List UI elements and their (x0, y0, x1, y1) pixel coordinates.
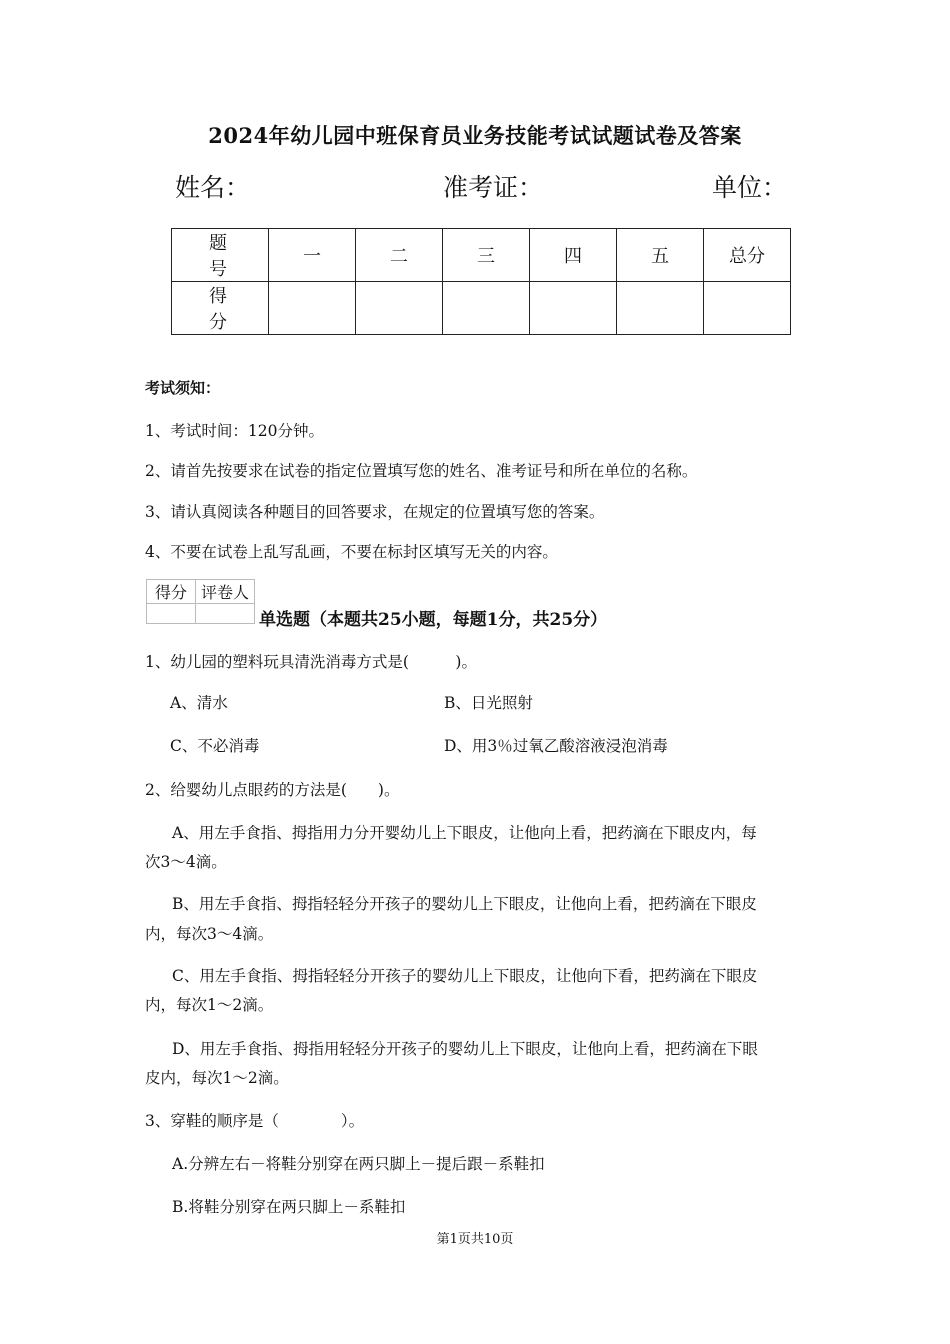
q2-option-c-line2[interactable]: 内，每次1～2滴。 (145, 996, 274, 1014)
notice-heading: 考试须知： (145, 379, 221, 397)
score-table-header-4: 四 (530, 229, 617, 282)
page-title: 2024年幼儿园中班保育员业务技能考试试题试卷及答案 (208, 123, 742, 148)
q1-stem: 1、幼儿园的塑料玩具清洗消毒方式是( )。 (145, 653, 477, 671)
score-table-header-row (172, 229, 791, 282)
score-table-header-label: 题 号 (172, 229, 269, 282)
score-table-header-3: 三 (443, 229, 530, 282)
score-table-score-row (172, 282, 791, 335)
exam-id-label: 准考证： (443, 173, 544, 202)
grader-reviewer-label: 评卷人 (196, 580, 255, 604)
score-cell[interactable] (617, 282, 704, 335)
q2-option-b-line2[interactable]: 内，每次3～4滴。 (145, 925, 274, 943)
notice-item-3: 3、请认真阅读各种题目的回答要求，在规定的位置填写您的答案。 (145, 503, 605, 521)
q1-option-a[interactable]: A、清水 (170, 694, 228, 712)
score-cell[interactable] (269, 282, 356, 335)
unit-label: 单位： (712, 173, 788, 202)
score-table-header-2: 二 (356, 229, 443, 282)
name-label: 姓名： (175, 173, 251, 202)
score-cell[interactable] (356, 282, 443, 335)
notice-item-1: 1、考试时间：120分钟。 (145, 422, 324, 440)
notice-item-4: 4、不要在试卷上乱写乱画，不要在标封区填写无关的内容。 (145, 543, 558, 561)
q2-option-c-line1[interactable]: C、用左手食指、拇指轻轻分开孩子的婴幼儿上下眼皮，让他向下看，把药滴在下眼皮 (172, 967, 758, 985)
score-table-header-1: 一 (269, 229, 356, 282)
score-table (171, 228, 791, 335)
q2-stem: 2、给婴幼儿点眼药的方法是( )。 (145, 781, 400, 799)
q2-option-d-line1[interactable]: D、用左手食指、拇指用轻轻分开孩子的婴幼儿上下眼皮，让他向上看，把药滴在下眼 (172, 1040, 758, 1058)
score-cell-total[interactable] (704, 282, 791, 335)
score-cell[interactable] (443, 282, 530, 335)
q2-option-a-line2[interactable]: 次3～4滴。 (145, 853, 227, 871)
q1-option-c[interactable]: C、不必消毒 (170, 737, 260, 755)
score-table-header-total: 总分 (704, 229, 791, 282)
q1-option-b[interactable]: B、日光照射 (444, 694, 533, 712)
section-title: 单选题（本题共25小题，每题1分，共25分） (259, 610, 608, 630)
score-cell[interactable] (530, 282, 617, 335)
q3-option-a[interactable]: A.分辨左右－将鞋分别穿在两只脚上－提后跟－系鞋扣 (172, 1155, 545, 1173)
score-table-row-label: 得 分 (172, 282, 269, 335)
q2-option-b-line1[interactable]: B、用左手食指、拇指轻轻分开孩子的婴幼儿上下眼皮，让他向上看，把药滴在下眼皮 (172, 895, 757, 913)
q1-option-d[interactable]: D、用3％过氧乙酸溶液浸泡消毒 (444, 737, 668, 755)
q3-option-b[interactable]: B.将鞋分别穿在两只脚上－系鞋扣 (172, 1198, 406, 1216)
score-table-header-5: 五 (617, 229, 704, 282)
notice-item-2: 2、请首先按要求在试卷的指定位置填写您的姓名、准考证号和所在单位的名称。 (145, 462, 698, 480)
grader-score-cell[interactable] (147, 604, 196, 624)
grader-box (146, 579, 255, 624)
page-footer: 第1页共10页 (436, 1232, 514, 1247)
q2-option-d-line2[interactable]: 皮内，每次1～2滴。 (145, 1069, 289, 1087)
q3-stem: 3、穿鞋的顺序是（ ）。 (145, 1112, 365, 1130)
grader-reviewer-cell[interactable] (196, 604, 255, 624)
q2-option-a-line1[interactable]: A、用左手食指、拇指用力分开婴幼儿上下眼皮，让他向上看，把药滴在下眼皮内，每 (172, 824, 757, 842)
grader-score-label: 得分 (147, 580, 196, 604)
